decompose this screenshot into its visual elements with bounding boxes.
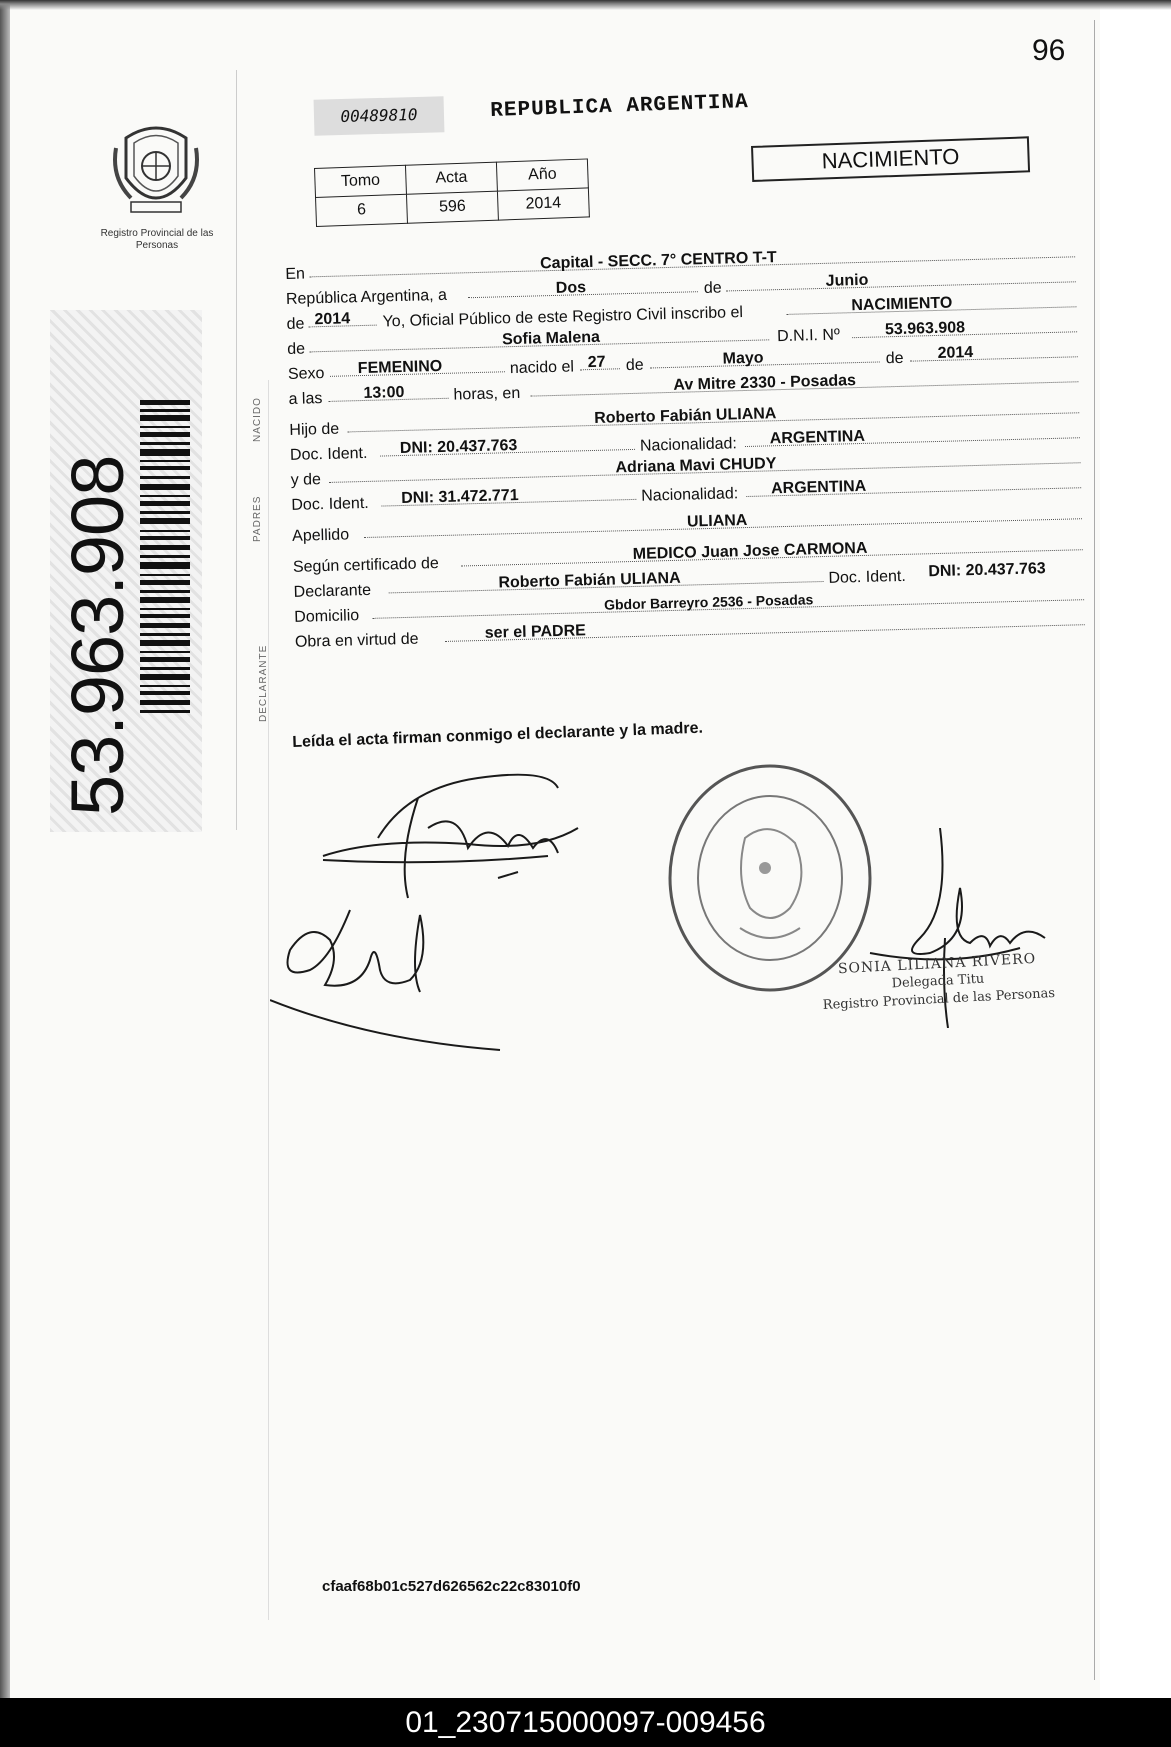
field-label: de: [703, 279, 722, 298]
field-label: Nacionalidad:: [639, 435, 738, 455]
field-label: Doc. Ident.: [291, 494, 369, 514]
side-label-nacido: NACIDO: [252, 397, 263, 442]
field-value: Adriana Mavi CHUDY: [615, 455, 777, 477]
side-label-declarante: DECLARANTE: [258, 644, 269, 722]
document-heading: REPUBLICA ARGENTINA: [490, 90, 750, 123]
field-value: 2014: [314, 310, 351, 329]
field-value: NACIMIENTO: [851, 294, 953, 315]
field-label: Doc. Ident.: [289, 444, 368, 464]
field-value: ARGENTINA: [769, 427, 866, 448]
field-value: ULIANA: [686, 511, 748, 531]
header-ano: Año: [496, 159, 588, 191]
field-label: Yo, Oficial Público de este Registro Civil inscribo el: [382, 304, 744, 331]
value-tomo: 6: [316, 194, 408, 226]
field-value: MEDICO Juan Jose CARMONA: [632, 539, 868, 563]
field-label: Hijo de: [289, 420, 340, 439]
field-value: Roberto Fabián ULIANA: [593, 405, 777, 427]
page-margin: [1100, 0, 1171, 1698]
official-name: SONIA LILIANA RIVERO: [837, 950, 1037, 978]
declarant-signature-icon: [318, 768, 598, 908]
field-value: Junio: [825, 271, 869, 290]
field-value: Roberto Fabián ULIANA: [498, 569, 681, 592]
field-label: horas, en: [453, 384, 521, 404]
field-label: de: [885, 349, 904, 368]
field-label: Según certificado de: [292, 555, 440, 576]
margin-line: [236, 70, 237, 830]
field-value: Capital - SECC. 7° CENTRO T-T: [539, 249, 777, 273]
field-value: ARGENTINA: [770, 477, 867, 498]
mother-signature-icon: [270, 900, 510, 1060]
field-label: Domicilio: [294, 607, 360, 626]
field-value: 13:00: [363, 383, 405, 402]
field-value: FEMENINO: [357, 357, 443, 378]
field-label: nacido el: [509, 358, 575, 378]
field-label: de: [287, 340, 306, 358]
field-value: Dos: [555, 279, 587, 297]
field-label: Nacionalidad:: [641, 485, 739, 505]
field-value: Av Mitre 2330 - Posadas: [673, 372, 857, 394]
field-value: 2014: [937, 344, 974, 362]
official-title: Delegada Titu: [891, 971, 985, 992]
official-office: Registro Provincial de las Personas: [822, 985, 1056, 1014]
header-tomo: Tomo: [315, 165, 407, 197]
value-acta: 596: [406, 191, 498, 223]
closing-statement: Leída el acta firman conmigo el declarante y la madre.: [292, 719, 704, 751]
field-label: D.N.I. Nº: [776, 326, 841, 346]
side-label-padres: PADRES: [252, 495, 263, 542]
header-acta: Acta: [405, 162, 497, 194]
barcode-icon: [140, 400, 190, 720]
field-value: DNI: 20.437.763: [928, 560, 1046, 581]
field-label: Obra en virtud de: [294, 630, 419, 651]
field-value: 27: [587, 353, 606, 372]
field-label: a las: [288, 390, 323, 408]
document-hash: cfaaf68b01c527d626562c22c83010f0: [322, 1578, 581, 1595]
page-number: 96: [1032, 34, 1066, 67]
record-type-box: NACIMIENTO: [751, 136, 1030, 182]
field-label: En: [285, 265, 306, 283]
province-seal-icon: [106, 118, 206, 223]
field-value: 53.963.908: [884, 319, 966, 339]
field-value: Sofia Malena: [501, 328, 601, 349]
field-value: Mayo: [722, 349, 764, 368]
field-label: de: [625, 356, 644, 375]
field-label: Doc. Ident.: [828, 567, 907, 587]
registry-caption: Registro Provincial de las Personas: [100, 228, 214, 251]
field-value: ser el PADRE: [484, 622, 587, 642]
scan-edge: [0, 0, 10, 1698]
field-value: DNI: 20.437.763: [399, 436, 518, 458]
field-value: Gbdor Barreyro 2536 - Posadas: [603, 591, 814, 613]
file-id-footer: 01_230715000097-009456: [0, 1698, 1171, 1747]
field-value: DNI: 31.472.771: [401, 486, 519, 508]
serial-number: 00489810: [314, 96, 445, 135]
field-label: y de: [290, 471, 322, 489]
scan-top-edge: [0, 0, 1171, 10]
field-label: Sexo: [287, 365, 325, 383]
field-label: de: [286, 315, 305, 333]
value-ano: 2014: [497, 188, 589, 220]
registry-table: [314, 158, 590, 227]
field-label: Apellido: [291, 526, 350, 545]
birth-record-form: [285, 241, 1095, 655]
field-label: República Argentina, a: [285, 286, 448, 308]
margin-line-2: [268, 380, 269, 1620]
field-label: Declarante: [293, 581, 372, 601]
page-border: [1094, 20, 1095, 1680]
stub-number: 53.963.908: [56, 455, 139, 816]
